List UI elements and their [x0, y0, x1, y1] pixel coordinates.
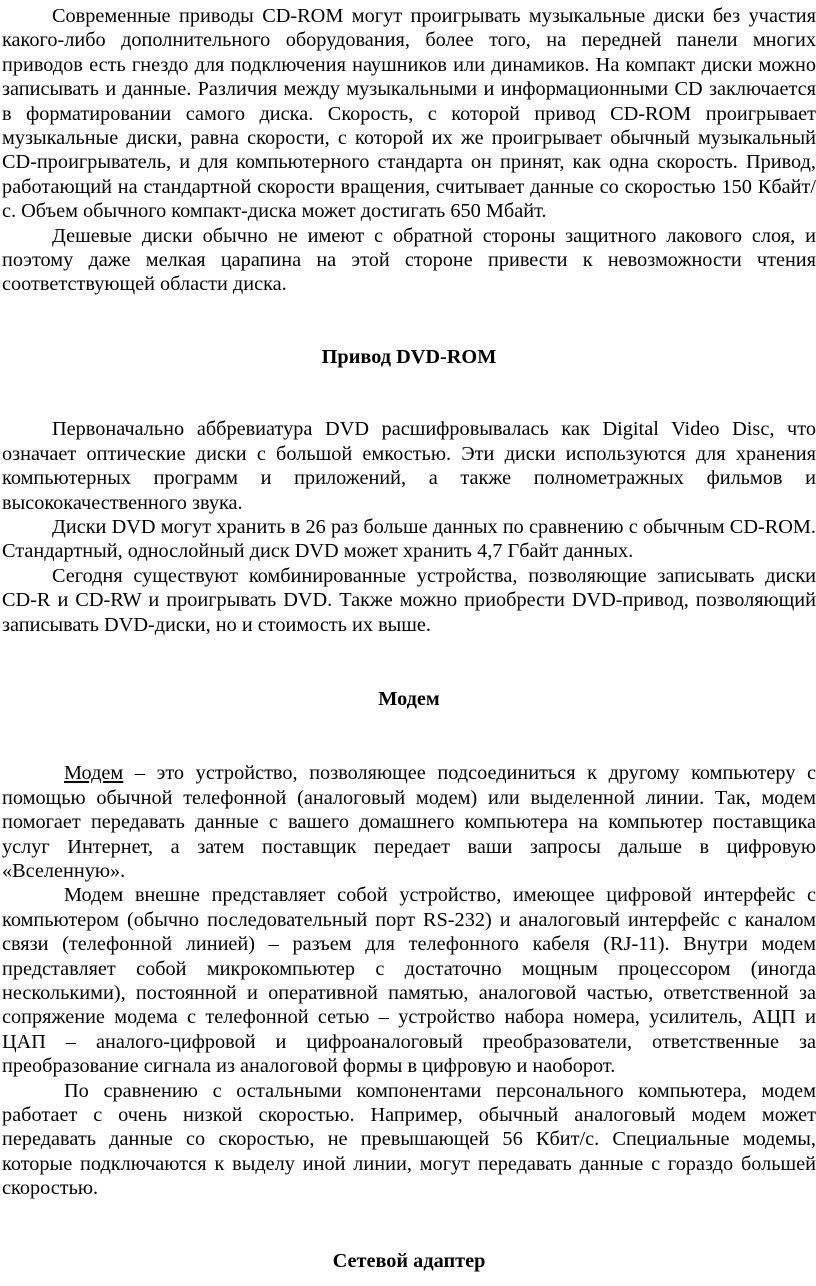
paragraph-cheap-discs: Дешевые диски обычно не имеют с обратной стороны защитного лакового слоя, и поэтому даже мелкая царапина на этой стороне привести к невозможности чтения соответствующей области диска. — [2, 224, 816, 296]
paragraph-dvd-combo-devices: Сегодня существуют комбинированные устройства, позволяющие записывать диски CD-R и CD-RW и проигрывать DVD. Также можно приобрести DVD-привод, позволяющий записывать DVD-диски, но и стоимость их выше. — [2, 564, 816, 636]
paragraph-dvd-capacity: Диски DVD могут хранить в 26 раз больше данных по сравнению с обычным CD-ROM. Стандартный, однослойный диск DVD может хранить 4,7 Гбайт данных. — [2, 515, 816, 563]
paragraph-modem-definition — [2, 761, 816, 883]
paragraph-modem-structure: Модем внешне представляет собой устройство, имеющее цифровой интерфейс с компьютером (обычно последовательный порт RS-232) и аналоговый интерфейс с каналом связи (телефонной линией) – разъем для телефонного кабеля (RJ-11). Внутри модем представляет собой микрокомпьютер с достаточно мощным процессором (иногда несколькими), постоянной и оперативной памятью, аналоговой частью, ответственной за сопряжение модема с телефонной сетью – устройство набора номера, усилитель, АЦП и ЦАП – аналого-цифровой и цифроаналоговый преобразователи, ответственные за преобразование сигнала из аналоговой формы в цифровую и наоборот. — [2, 884, 816, 1078]
paragraph-dvd-abbreviation: Первоначально аббревиатура DVD расшифровывалась как Digital Video Disc, что означает оптические диски с большой емкостью. Эти диски используются для хранения компьютерных программ и приложений, а также полнометражных фильмов и высококачественного звука. — [2, 418, 816, 514]
heading-modem: Модем — [378, 687, 440, 710]
heading-dvd-rom: Привод DVD-ROM — [321, 345, 497, 368]
modem-term-link[interactable]: Модем — [64, 762, 124, 785]
modem-definition-text: – это устройство, позволяющее подсоединиться к другому компьютеру с помощью обычной телефонной (аналоговый модем) или выделенной линии. Так, модем помогает передавать данные с вашего домашнего компьютера на компьютер поставщика услуг Интернет, а затем поставщик передает ваши запросы дальше в цифровую «Вселенную». — [2, 762, 816, 882]
heading-network-adapter: Сетевой адаптер — [332, 1249, 486, 1272]
paragraph-cd-rom-audio: Современные приводы CD-ROM могут проигрывать музыкальные диски без участия какого-либо дополнительного оборудования, более того, на передней панели многих приводов есть гнездо для подключения наушников или динамиков. На компакт диски можно записывать и данные. Различия между музыкальными и информационными CD заключается в форматировании самого диска. Скорость, с которой привод CD-ROM проигрывает музыкальные диски, равна скорости, с которой их же проигрывает обычный музыкальный CD-проигрыватель, и для компьютерного стандарта он принят, как одна скорость. Привод, работающий на стандартной скорости вращения, считывает данные со скоростью 150 Кбайт/с. Объем обычного компакт-диска может достигать 650 Мбайт. — [2, 5, 816, 223]
paragraph-modem-speed: По сравнению с остальными компонентами персонального компьютера, модем работает с очень низкой скоростью. Например, обычный аналоговый модем может передавать данные со скоростью, не превышающей 56 Кбит/с. Специальные модемы, которые подключаются к выделу иной линии, могут передавать данные с гораздо большей скоростью. — [2, 1079, 816, 1200]
